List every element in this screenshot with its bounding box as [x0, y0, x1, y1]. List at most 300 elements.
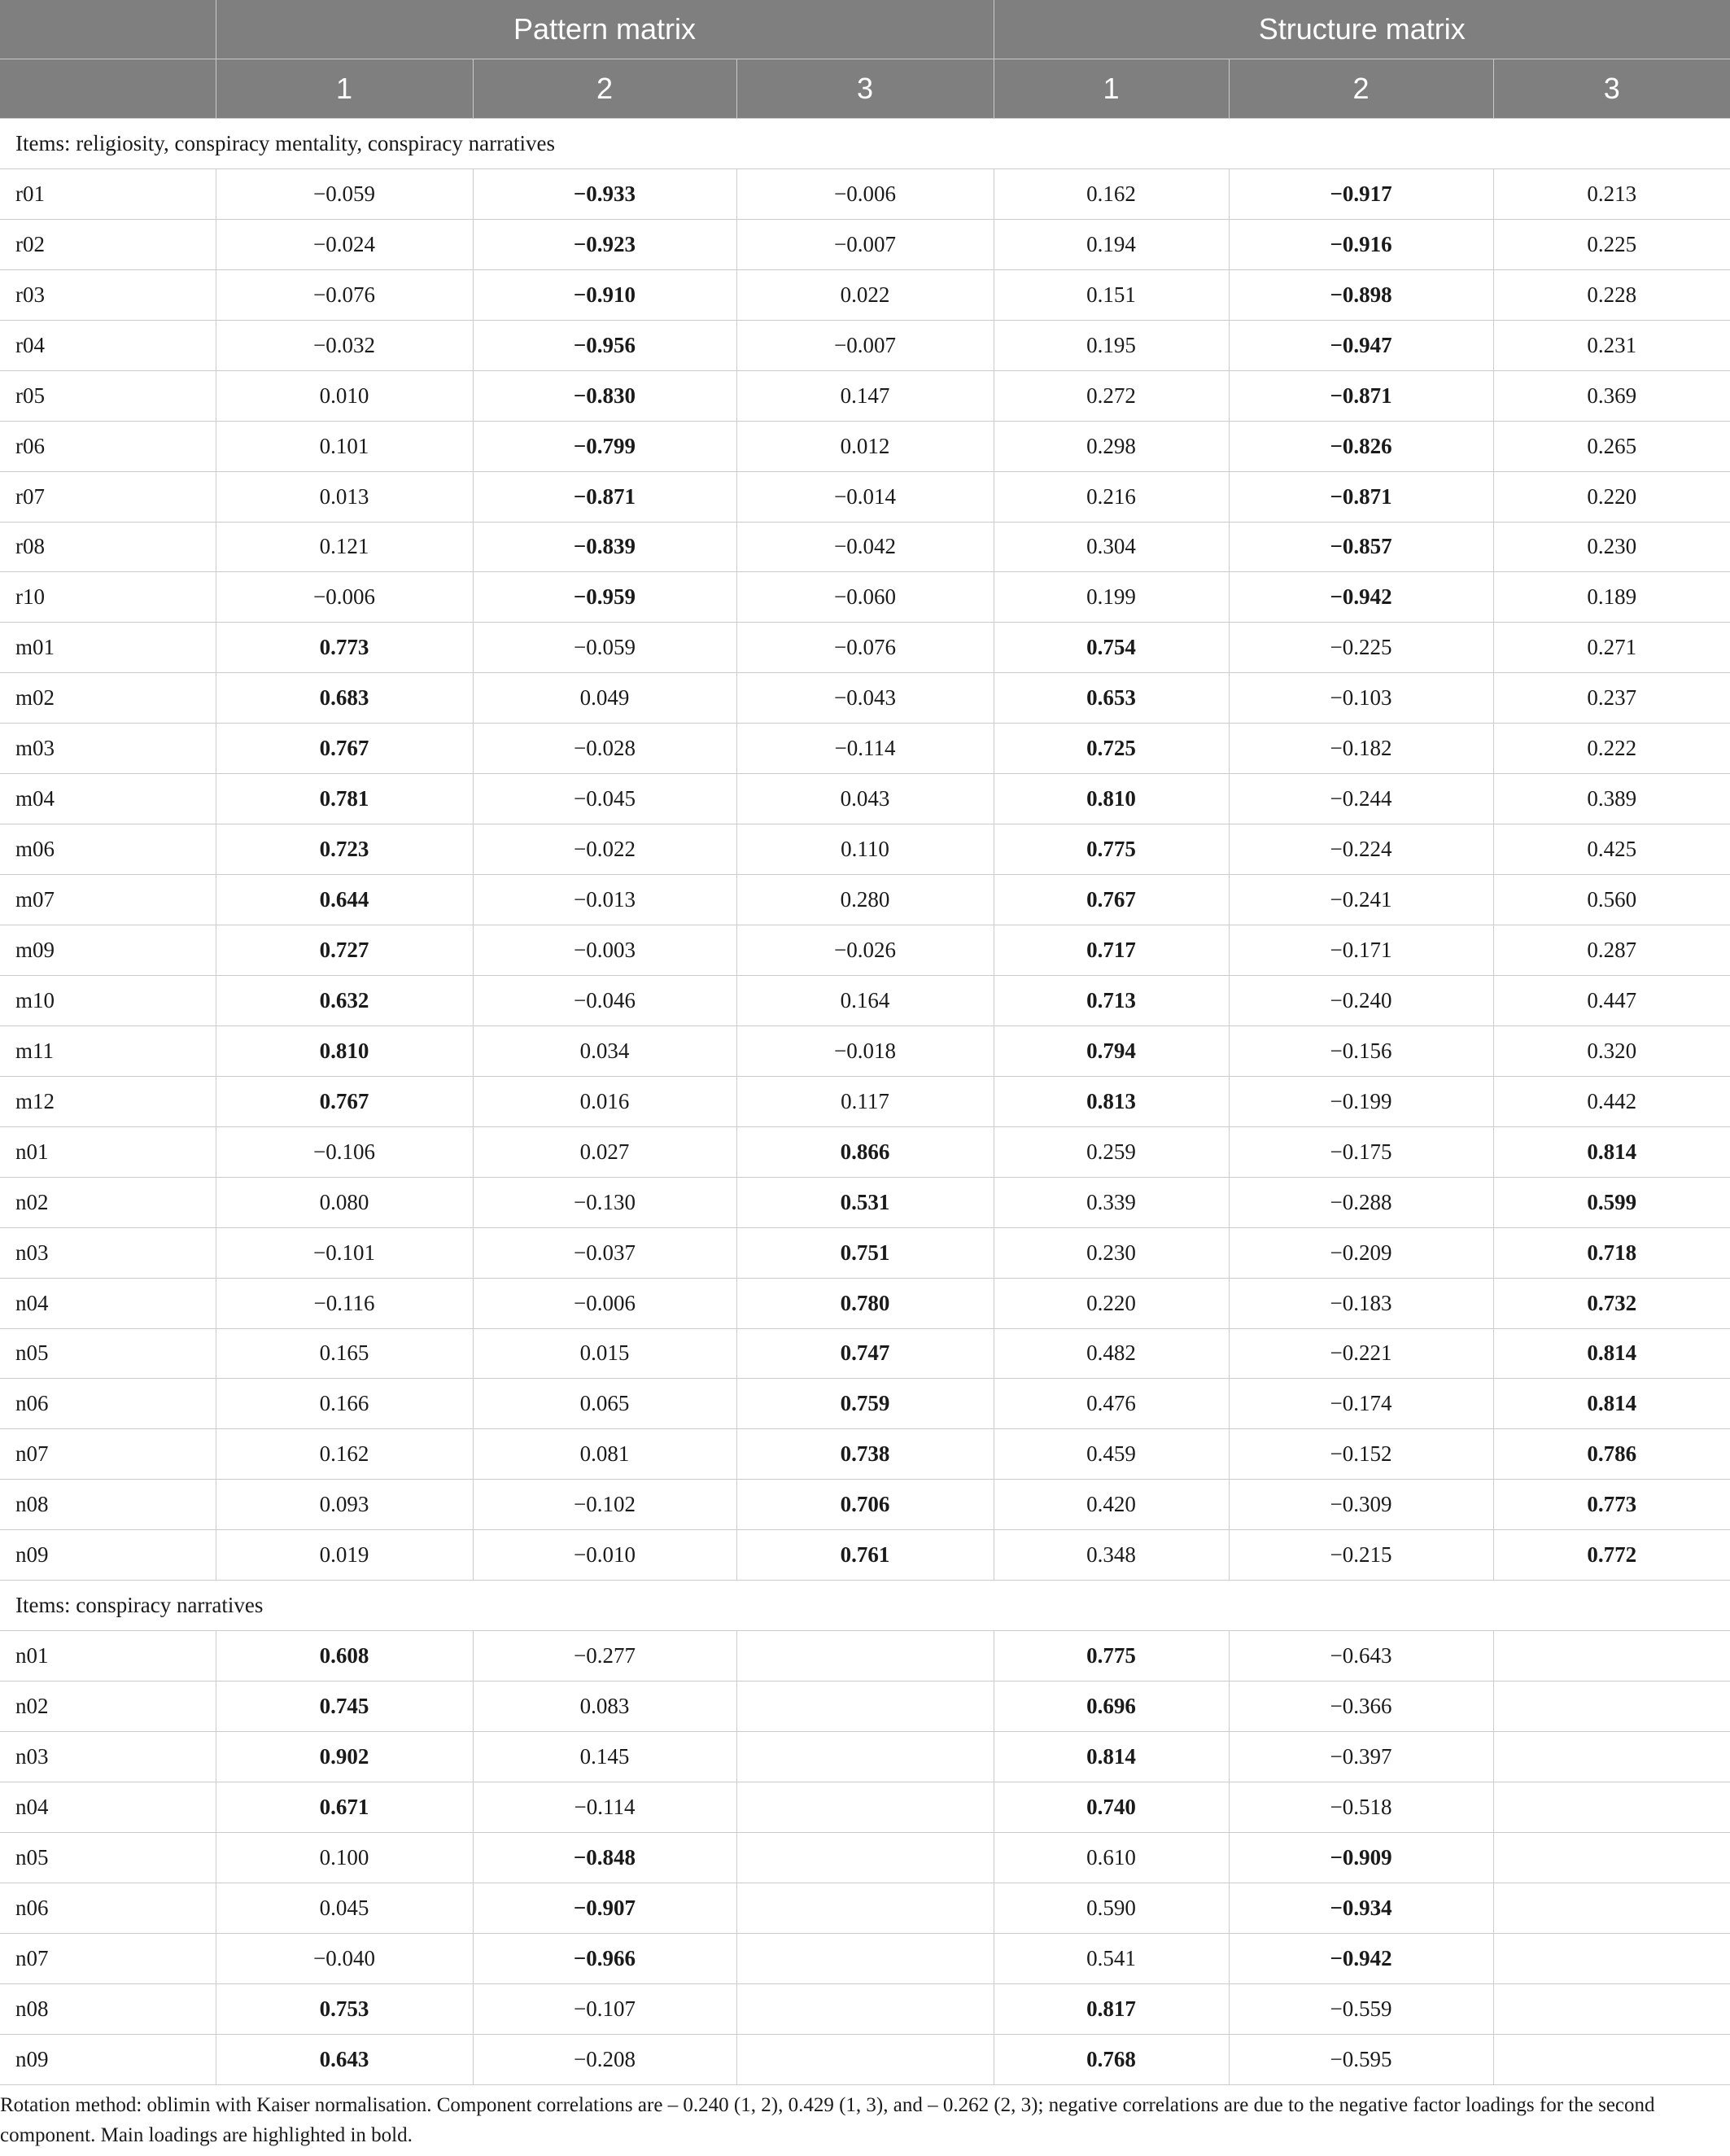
loading-cell: −0.022: [473, 824, 736, 875]
item-label: n03: [0, 1732, 216, 1782]
loading-cell: [1493, 1883, 1730, 1933]
item-label: n09: [0, 1530, 216, 1581]
loading-cell: −0.014: [736, 471, 994, 522]
loading-cell: −0.174: [1229, 1379, 1493, 1429]
loading-cell: −0.224: [1229, 824, 1493, 875]
loading-cell: −0.947: [1229, 320, 1493, 370]
item-label: m09: [0, 925, 216, 976]
loading-cell: [1493, 1732, 1730, 1782]
loading-cell: 0.644: [216, 875, 473, 925]
section-row: [0, 119, 1730, 169]
item-label: n01: [0, 1126, 216, 1177]
loading-cell: 0.725: [994, 724, 1229, 774]
loading-cell: 0.751: [736, 1227, 994, 1278]
loading-cell: −0.288: [1229, 1177, 1493, 1227]
item-label: m04: [0, 774, 216, 824]
loading-cell: 0.590: [994, 1883, 1229, 1933]
structure-matrix-header: Structure matrix: [994, 0, 1730, 59]
loading-cell: [1493, 1933, 1730, 1983]
loading-cell: 0.718: [1493, 1227, 1730, 1278]
loading-cell: 0.753: [216, 1983, 473, 2034]
loading-cell: −0.643: [1229, 1631, 1493, 1682]
loading-cell: 0.080: [216, 1177, 473, 1227]
loading-cell: 0.189: [1493, 572, 1730, 623]
loading-cell: 0.775: [994, 824, 1229, 875]
loading-cell: 0.810: [216, 1026, 473, 1076]
loading-cell: 0.389: [1493, 774, 1730, 824]
table-row: [0, 1026, 1730, 1076]
loading-cell: −0.182: [1229, 724, 1493, 774]
table-row: [0, 1126, 1730, 1177]
loading-cell: 0.794: [994, 1026, 1229, 1076]
loading-cell: −0.007: [736, 320, 994, 370]
loading-cell: 0.717: [994, 925, 1229, 976]
loading-cell: −0.043: [736, 673, 994, 724]
loading-cell: −0.010: [473, 1530, 736, 1581]
loading-cell: −0.208: [473, 2034, 736, 2084]
loading-cell: 0.101: [216, 421, 473, 471]
loading-cell: −0.040: [216, 1933, 473, 1983]
component-header: 2: [473, 59, 736, 119]
loading-cell: 0.740: [994, 1782, 1229, 1832]
loading-cell: −0.966: [473, 1933, 736, 1983]
loading-cell: 0.773: [216, 623, 473, 673]
loading-cell: −0.107: [473, 1983, 736, 2034]
loading-cell: −0.933: [473, 168, 736, 219]
loading-cell: 0.194: [994, 219, 1229, 269]
loading-cell: 0.447: [1493, 975, 1730, 1026]
loading-cell: [1493, 1983, 1730, 2034]
loading-cell: −0.826: [1229, 421, 1493, 471]
loading-cell: 0.043: [736, 774, 994, 824]
loading-cell: 0.259: [994, 1126, 1229, 1177]
loading-cell: 0.781: [216, 774, 473, 824]
loading-cell: −0.942: [1229, 572, 1493, 623]
loading-cell: −0.130: [473, 1177, 736, 1227]
loading-cell: −0.006: [736, 168, 994, 219]
loading-cell: 0.814: [1493, 1126, 1730, 1177]
loading-cell: −0.799: [473, 421, 736, 471]
loading-cell: −0.848: [473, 1832, 736, 1883]
header-corner: [0, 59, 216, 119]
loading-cell: 0.706: [736, 1480, 994, 1530]
loading-cell: −0.076: [736, 623, 994, 673]
item-label: r03: [0, 269, 216, 320]
loading-cell: 0.768: [994, 2034, 1229, 2084]
loading-cell: 0.145: [473, 1732, 736, 1782]
table-row: [0, 1480, 1730, 1530]
loading-cell: 0.010: [216, 370, 473, 421]
loading-cell: [736, 1732, 994, 1782]
loading-cell: −0.934: [1229, 1883, 1493, 1933]
item-label: n07: [0, 1933, 216, 1983]
loading-cell: 0.476: [994, 1379, 1229, 1429]
table-row: [0, 623, 1730, 673]
loading-cell: 0.531: [736, 1177, 994, 1227]
loading-cell: 0.541: [994, 1933, 1229, 1983]
table-row: [0, 421, 1730, 471]
table-row: [0, 1328, 1730, 1379]
loading-cell: 0.727: [216, 925, 473, 976]
loading-cell: 0.228: [1493, 269, 1730, 320]
item-label: n06: [0, 1379, 216, 1429]
loading-cell: −0.907: [473, 1883, 736, 1933]
table-row: [0, 269, 1730, 320]
item-label: n08: [0, 1480, 216, 1530]
item-label: r08: [0, 522, 216, 572]
loading-cell: [1493, 1631, 1730, 1682]
loading-cell: 0.759: [736, 1379, 994, 1429]
loading-cell: −0.923: [473, 219, 736, 269]
loading-cell: 0.810: [994, 774, 1229, 824]
loading-cell: [1493, 1682, 1730, 1732]
loading-cell: −0.215: [1229, 1530, 1493, 1581]
loading-cell: 0.442: [1493, 1076, 1730, 1126]
header-corner: [0, 0, 216, 59]
item-label: m12: [0, 1076, 216, 1126]
loading-cell: 0.425: [1493, 824, 1730, 875]
table-row: [0, 1983, 1730, 2034]
loading-cell: 0.272: [994, 370, 1229, 421]
loading-cell: −0.156: [1229, 1026, 1493, 1076]
item-label: n03: [0, 1227, 216, 1278]
loading-cell: 0.213: [1493, 168, 1730, 219]
item-label: r04: [0, 320, 216, 370]
loading-cell: 0.348: [994, 1530, 1229, 1581]
loading-cell: 0.230: [1493, 522, 1730, 572]
loading-cell: [736, 1883, 994, 1933]
item-label: m01: [0, 623, 216, 673]
loading-cell: 0.683: [216, 673, 473, 724]
loading-cell: 0.772: [1493, 1530, 1730, 1581]
loading-cell: 0.610: [994, 1832, 1229, 1883]
loading-cell: 0.216: [994, 471, 1229, 522]
loading-cell: −0.559: [1229, 1983, 1493, 2034]
loading-cell: 0.220: [1493, 471, 1730, 522]
loading-cell: 0.773: [1493, 1480, 1730, 1530]
loading-cell: 0.199: [994, 572, 1229, 623]
loading-cell: 0.287: [1493, 925, 1730, 976]
table-row: [0, 320, 1730, 370]
loading-cell: 0.767: [994, 875, 1229, 925]
loading-cell: −0.175: [1229, 1126, 1493, 1177]
table-body: [0, 119, 1730, 2085]
loading-cell: 0.093: [216, 1480, 473, 1530]
component-header: 1: [994, 59, 1229, 119]
loading-cell: −0.244: [1229, 774, 1493, 824]
loading-cell: −0.916: [1229, 219, 1493, 269]
loading-cell: [736, 1682, 994, 1732]
loading-cell: 0.786: [1493, 1429, 1730, 1480]
loading-cell: −0.152: [1229, 1429, 1493, 1480]
loading-cell: 0.065: [473, 1379, 736, 1429]
loading-cell: −0.116: [216, 1278, 473, 1328]
loading-cell: 0.230: [994, 1227, 1229, 1278]
loading-cell: −0.241: [1229, 875, 1493, 925]
loading-cell: −0.199: [1229, 1076, 1493, 1126]
item-label: m11: [0, 1026, 216, 1076]
item-label: n05: [0, 1832, 216, 1883]
loading-cell: −0.595: [1229, 2034, 1493, 2084]
loading-cell: −0.076: [216, 269, 473, 320]
loading-cell: −0.910: [473, 269, 736, 320]
loading-cell: 0.225: [1493, 219, 1730, 269]
loading-cell: −0.045: [473, 774, 736, 824]
loading-cell: 0.814: [994, 1732, 1229, 1782]
loading-cell: −0.397: [1229, 1732, 1493, 1782]
loading-cell: 0.814: [1493, 1379, 1730, 1429]
loading-cell: 0.081: [473, 1429, 736, 1480]
loading-cell: 0.459: [994, 1429, 1229, 1480]
loading-cell: 0.045: [216, 1883, 473, 1933]
loading-cell: [736, 1832, 994, 1883]
loading-cell: 0.013: [216, 471, 473, 522]
loading-cell: −0.871: [1229, 370, 1493, 421]
loading-cell: −0.026: [736, 925, 994, 976]
loading-cell: 0.027: [473, 1126, 736, 1177]
loading-cell: −0.209: [1229, 1227, 1493, 1278]
item-label: m07: [0, 875, 216, 925]
component-header: 2: [1229, 59, 1493, 119]
loading-cell: −0.221: [1229, 1328, 1493, 1379]
loading-cell: 0.280: [736, 875, 994, 925]
loading-cell: −0.046: [473, 975, 736, 1026]
loading-cell: 0.560: [1493, 875, 1730, 925]
section-row: [0, 1581, 1730, 1631]
item-label: m03: [0, 724, 216, 774]
loading-cell: −0.225: [1229, 623, 1493, 673]
loading-cell: 0.220: [994, 1278, 1229, 1328]
loading-cell: 0.231: [1493, 320, 1730, 370]
loading-cell: 0.015: [473, 1328, 736, 1379]
loading-cell: [736, 1631, 994, 1682]
loading-cell: 0.817: [994, 1983, 1229, 2034]
loading-cell: −0.366: [1229, 1682, 1493, 1732]
loading-cell: [1493, 1832, 1730, 1883]
item-label: n09: [0, 2034, 216, 2084]
item-label: r07: [0, 471, 216, 522]
loading-cell: 0.222: [1493, 724, 1730, 774]
loading-cell: −0.839: [473, 522, 736, 572]
loading-cell: 0.165: [216, 1328, 473, 1379]
loading-cell: 0.608: [216, 1631, 473, 1682]
component-header: 1: [216, 59, 473, 119]
table-row: [0, 1076, 1730, 1126]
table-row: [0, 1530, 1730, 1581]
table-row: [0, 1782, 1730, 1832]
loading-cell: 0.164: [736, 975, 994, 1026]
loading-cell: 0.902: [216, 1732, 473, 1782]
loading-cell: −0.013: [473, 875, 736, 925]
loading-cell: 0.117: [736, 1076, 994, 1126]
table-row: [0, 774, 1730, 824]
loading-cell: 0.643: [216, 2034, 473, 2084]
loading-cell: 0.747: [736, 1328, 994, 1379]
loading-cell: 0.653: [994, 673, 1229, 724]
loading-cell: [736, 1933, 994, 1983]
loading-cell: −0.042: [736, 522, 994, 572]
table-row: [0, 1177, 1730, 1227]
loading-cell: −0.028: [473, 724, 736, 774]
loading-cell: 0.767: [216, 724, 473, 774]
table-row: [0, 370, 1730, 421]
loading-cell: 0.632: [216, 975, 473, 1026]
loading-cell: 0.761: [736, 1530, 994, 1581]
loading-cell: −0.101: [216, 1227, 473, 1278]
loading-cell: 0.271: [1493, 623, 1730, 673]
loading-cell: 0.147: [736, 370, 994, 421]
loading-cell: −0.309: [1229, 1480, 1493, 1530]
item-label: m10: [0, 975, 216, 1026]
loading-cell: 0.671: [216, 1782, 473, 1832]
header-row-groups: [0, 0, 1730, 59]
loading-cell: 0.732: [1493, 1278, 1730, 1328]
pattern-matrix-header: Pattern matrix: [216, 0, 994, 59]
loading-cell: −0.277: [473, 1631, 736, 1682]
table-row: [0, 471, 1730, 522]
loading-cell: −0.006: [216, 572, 473, 623]
loading-cell: 0.320: [1493, 1026, 1730, 1076]
table-row: [0, 168, 1730, 219]
loading-cell: 0.298: [994, 421, 1229, 471]
loading-cell: [736, 2034, 994, 2084]
table-row: [0, 1732, 1730, 1782]
item-label: r06: [0, 421, 216, 471]
loading-cell: 0.599: [1493, 1177, 1730, 1227]
loading-cell: 0.738: [736, 1429, 994, 1480]
loading-cell: 0.162: [994, 168, 1229, 219]
loading-cell: −0.857: [1229, 522, 1493, 572]
table-row: [0, 1429, 1730, 1480]
loading-cell: 0.195: [994, 320, 1229, 370]
loading-cell: −0.006: [473, 1278, 736, 1328]
loading-cell: −0.018: [736, 1026, 994, 1076]
loading-cell: −0.917: [1229, 168, 1493, 219]
loading-cell: 0.696: [994, 1682, 1229, 1732]
loading-cell: 0.162: [216, 1429, 473, 1480]
item-label: n06: [0, 1883, 216, 1933]
item-label: n02: [0, 1682, 216, 1732]
table-row: [0, 1832, 1730, 1883]
loading-cell: 0.813: [994, 1076, 1229, 1126]
loading-cell: [1493, 2034, 1730, 2084]
loading-cell: 0.016: [473, 1076, 736, 1126]
loading-cell: 0.100: [216, 1832, 473, 1883]
loading-cell: 0.012: [736, 421, 994, 471]
loading-cell: 0.775: [994, 1631, 1229, 1682]
table-row: [0, 1682, 1730, 1732]
loading-cell: 0.121: [216, 522, 473, 572]
loading-cell: 0.369: [1493, 370, 1730, 421]
loading-cell: −0.871: [1229, 471, 1493, 522]
table-row: [0, 1278, 1730, 1328]
loading-cell: 0.482: [994, 1328, 1229, 1379]
loading-cell: 0.019: [216, 1530, 473, 1581]
section-title: Items: religiosity, conspiracy mentality, conspiracy narratives: [0, 119, 1730, 169]
loading-cell: −0.114: [473, 1782, 736, 1832]
loading-cell: 0.754: [994, 623, 1229, 673]
table-row: [0, 1379, 1730, 1429]
loading-cell: 0.034: [473, 1026, 736, 1076]
item-label: n04: [0, 1782, 216, 1832]
loading-cell: 0.166: [216, 1379, 473, 1429]
component-header: 3: [736, 59, 994, 119]
table-row: [0, 875, 1730, 925]
loading-cell: 0.814: [1493, 1328, 1730, 1379]
table-row: [0, 1631, 1730, 1682]
header-row-components: [0, 59, 1730, 119]
loading-cell: 0.265: [1493, 421, 1730, 471]
item-label: r10: [0, 572, 216, 623]
item-label: r02: [0, 219, 216, 269]
loading-cell: −0.956: [473, 320, 736, 370]
loading-cell: 0.151: [994, 269, 1229, 320]
item-label: r01: [0, 168, 216, 219]
loading-cell: [736, 1782, 994, 1832]
table-row: [0, 824, 1730, 875]
table-row: [0, 572, 1730, 623]
item-label: r05: [0, 370, 216, 421]
loading-cell: −0.106: [216, 1126, 473, 1177]
loading-cell: 0.049: [473, 673, 736, 724]
loading-cell: 0.083: [473, 1682, 736, 1732]
item-label: m06: [0, 824, 216, 875]
table-row: [0, 522, 1730, 572]
loading-cell: −0.183: [1229, 1278, 1493, 1328]
item-label: n08: [0, 1983, 216, 2034]
item-label: n02: [0, 1177, 216, 1227]
loading-cell: −0.024: [216, 219, 473, 269]
loading-cell: [736, 1983, 994, 2034]
loading-cell: 0.339: [994, 1177, 1229, 1227]
table-row: [0, 724, 1730, 774]
component-header: 3: [1493, 59, 1730, 119]
table-row: [0, 1883, 1730, 1933]
item-label: n05: [0, 1328, 216, 1379]
item-label: n04: [0, 1278, 216, 1328]
table-row: [0, 2034, 1730, 2084]
loading-cell: 0.110: [736, 824, 994, 875]
loading-cell: [1493, 1782, 1730, 1832]
item-label: n01: [0, 1631, 216, 1682]
loading-cell: −0.037: [473, 1227, 736, 1278]
loading-cell: −0.007: [736, 219, 994, 269]
loading-cell: −0.240: [1229, 975, 1493, 1026]
loading-cell: −0.518: [1229, 1782, 1493, 1832]
loading-cell: 0.767: [216, 1076, 473, 1126]
loading-cell: −0.103: [1229, 673, 1493, 724]
loading-cell: −0.830: [473, 370, 736, 421]
loading-cell: 0.420: [994, 1480, 1229, 1530]
loading-cell: −0.114: [736, 724, 994, 774]
loading-cell: 0.713: [994, 975, 1229, 1026]
table-row: [0, 1933, 1730, 1983]
loading-cell: −0.059: [216, 168, 473, 219]
table-row: [0, 1227, 1730, 1278]
loading-cell: −0.959: [473, 572, 736, 623]
loading-cell: −0.059: [473, 623, 736, 673]
loading-cell: 0.866: [736, 1126, 994, 1177]
loading-cell: −0.871: [473, 471, 736, 522]
loading-cell: 0.304: [994, 522, 1229, 572]
loading-cell: 0.723: [216, 824, 473, 875]
section-title: Items: conspiracy narratives: [0, 1581, 1730, 1631]
item-label: n07: [0, 1429, 216, 1480]
loading-cell: −0.898: [1229, 269, 1493, 320]
table-footnote: Rotation method: oblimin with Kaiser normalisation. Component correlations are – 0.240 (1, 2), 0.429 (1, 3), and – 0.262 (2, 3); negative correlations are due to the negative factor loadings for the second component. Main loadings are highlighted in bold.: [0, 2093, 1655, 2146]
loading-cell: −0.032: [216, 320, 473, 370]
loading-cell: −0.102: [473, 1480, 736, 1530]
